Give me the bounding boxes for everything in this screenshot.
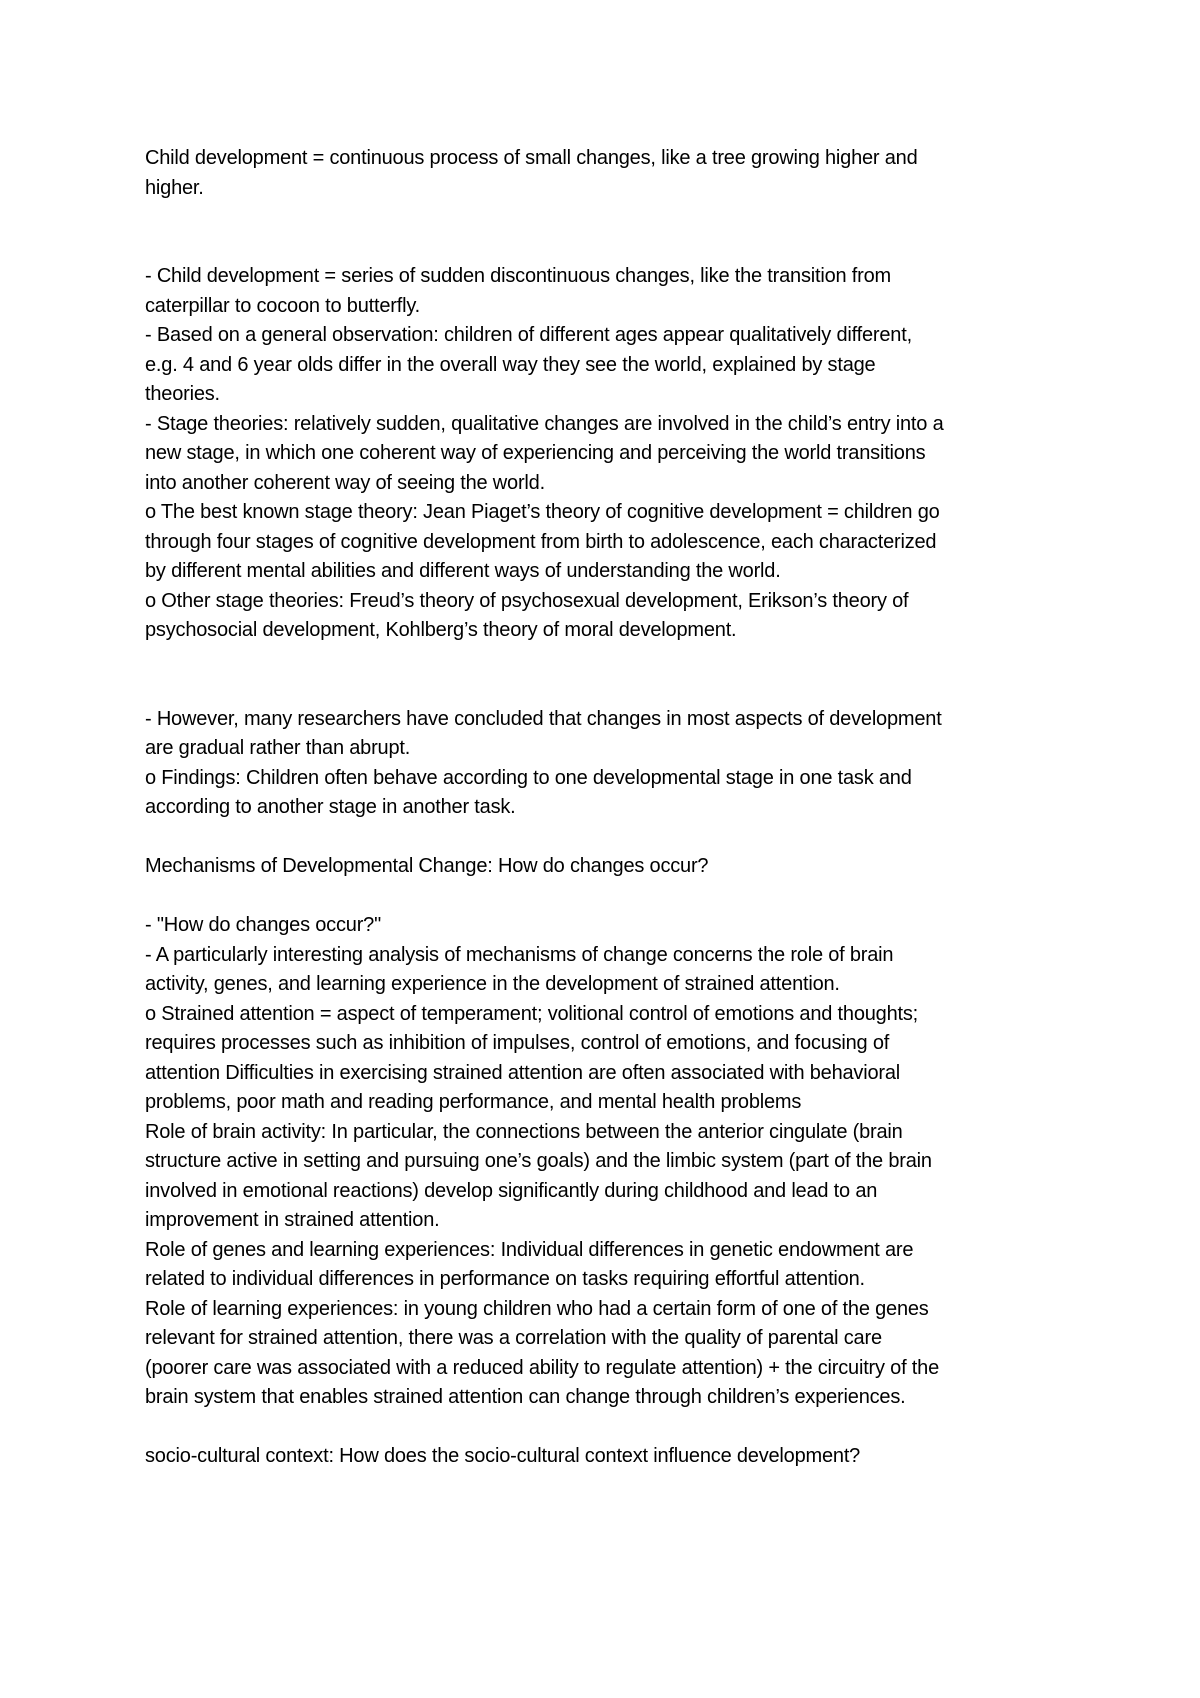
text-line: involved in emotional reactions) develop significantly during childhood and lead to an [145,1179,878,1202]
text-line: caterpillar to cocoon to butterfly. [145,294,420,317]
text-line: higher. [145,176,204,199]
heading-mechanisms [145,852,1075,882]
text-line: o Other stage theories: Freud’s theory of psychosexual development, Erikson’s theory of [145,589,909,612]
text-line: attention Difficulties in exercising strained attention are often associated with behavioral [145,1061,901,1084]
text-line: - Child development = series of sudden discontinuous changes, like the transition from [145,265,892,287]
text-line: are gradual rather than abrupt. [145,737,411,759]
text-line: problems, poor math and reading performance, and mental health problems [145,1091,802,1113]
text-line: psychosocial development, Kohlberg’s theory of moral development. [145,619,737,641]
paragraph-gradual-changes [145,705,1075,823]
text-line: - Stage theories: relatively sudden, qualitative changes are involved in the child’s entry into a [145,412,944,435]
paragraph-stage-theories [145,262,1075,646]
text-line: o Strained attention = aspect of temperament; volitional control of emotions and thoughts; [145,1002,919,1025]
text-line: improvement in strained attention. [145,1209,440,1231]
text-line: o The best known stage theory: Jean Piaget’s theory of cognitive development = children go [145,501,940,523]
text-line: - A particularly interesting analysis of mechanisms of change concerns the role of brain [145,943,894,966]
text-line: according to another stage in another task. [145,796,516,818]
paragraph-continuous-development [145,144,1075,203]
text-line: brain system that enables strained attention can change through children’s experiences. [145,1386,906,1408]
section-heading: Mechanisms of Developmental Change: How do changes occur? [145,855,709,877]
section-heading: socio-cultural context: How does the socio-cultural context influence development? [145,1445,861,1467]
text-line: Role of genes and learning experiences: Individual differences in genetic endowment are [145,1238,914,1261]
text-line: new stage, in which one coherent way of experiencing and perceiving the world transitions [145,442,926,464]
text-line: through four stages of cognitive development from birth to adolescence, each characterized [145,530,937,553]
text-line: Child development = continuous process of small changes, like a tree growing higher and [145,147,918,169]
text-line: - "How do changes occur?" [145,914,381,936]
text-line: - Based on a general observation: children of different ages appear qualitatively different, [145,324,912,346]
paragraph-mechanisms [145,911,1075,1413]
heading-sociocultural [145,1442,1075,1472]
text-line: structure active in setting and pursuing one’s goals) and the limbic system (part of the brain [145,1150,932,1172]
text-line: activity, genes, and learning experience in the development of strained attention. [145,973,840,995]
text-line: theories. [145,383,220,405]
text-line: o Findings: Children often behave according to one developmental stage in one task and [145,766,912,789]
text-line: relevant for strained attention, there was a correlation with the quality of parental care [145,1327,882,1349]
text-line: by different mental abilities and different ways of understanding the world. [145,560,781,582]
text-line: Role of learning experiences: in young children who had a certain form of one of the genes [145,1297,929,1320]
text-line: into another coherent way of seeing the world. [145,471,545,494]
text-line: e.g. 4 and 6 year olds differ in the overall way they see the world, explained by stage [145,353,876,376]
text-line: related to individual differences in performance on tasks requiring effortful attention. [145,1268,865,1290]
text-line: Role of brain activity: In particular, the connections between the anterior cingulate (brain [145,1120,903,1143]
text-line: (poorer care was associated with a reduced ability to regulate attention) + the circuitry of the [145,1356,940,1379]
text-line: requires processes such as inhibition of impulses, control of emotions, and focusing of [145,1032,890,1054]
document-page [145,144,1075,1472]
text-line: - However, many researchers have concluded that changes in most aspects of development [145,707,942,730]
